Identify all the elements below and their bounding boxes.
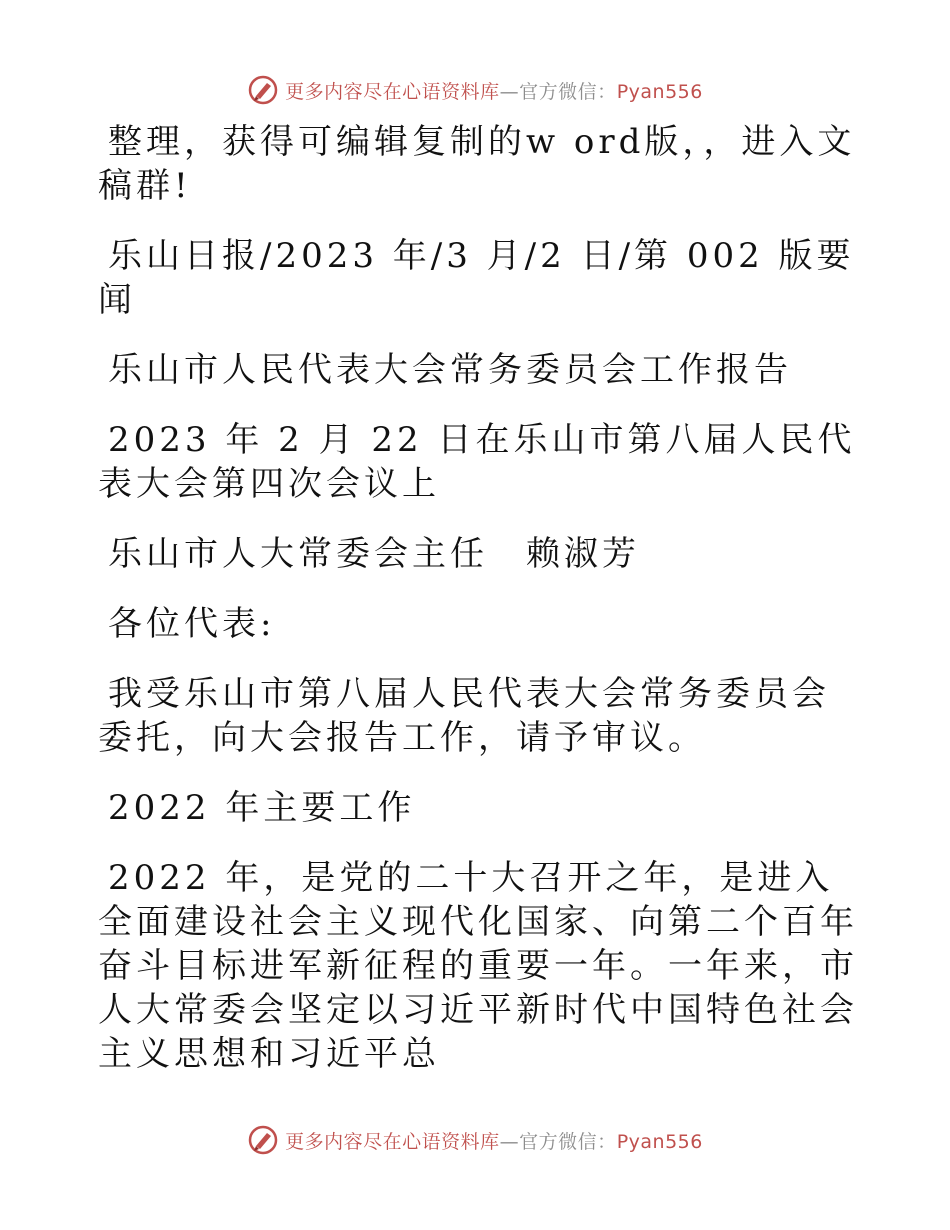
paragraph-body: 2022 年，是党的二十大召开之年，是进入全面建设社会主义现代化国家、向第二个百年奋斗目标进军新征程的重要一年。一年来，市人大常委会坚定以习近平新时代中国特色社会主义思想和习近平总 (98, 858, 858, 1074)
section-heading: 2022 年主要工作 (108, 788, 416, 828)
header-watermark (0, 70, 950, 110)
document-body (98, 120, 858, 1076)
paragraph-opening: 我受乐山市第八届人民代表大会常务委员会委托，向大会报告工作，请予审议。 (98, 674, 830, 758)
paragraph-date: 2023 年 2 月 22 日在乐山市第八届人民代表大会第四次会议上 (98, 420, 856, 504)
document-title: 乐山市人民代表大会常务委员会工作报告 (108, 350, 792, 390)
paragraph-author: 乐山市人大常委会主任 赖淑芳 (108, 534, 640, 574)
paragraph-source: 乐山日报/2023 年/3 月/2 日/第 002 版要闻 (98, 236, 855, 320)
watermark-text: 更多内容尽在心语资料库—官方微信：Pyan556 (285, 80, 703, 103)
footer-watermark (0, 1120, 950, 1160)
watermark-text: 更多内容尽在心语资料库—官方微信：Pyan556 (285, 1130, 703, 1153)
pen-logo-icon (247, 1124, 279, 1156)
paragraph-salutation: 各位代表: (108, 604, 276, 644)
paragraph-intro: 整理，获得可编辑复制的w ord版，，进入文稿群! (98, 122, 856, 206)
pen-logo-icon (247, 74, 279, 106)
